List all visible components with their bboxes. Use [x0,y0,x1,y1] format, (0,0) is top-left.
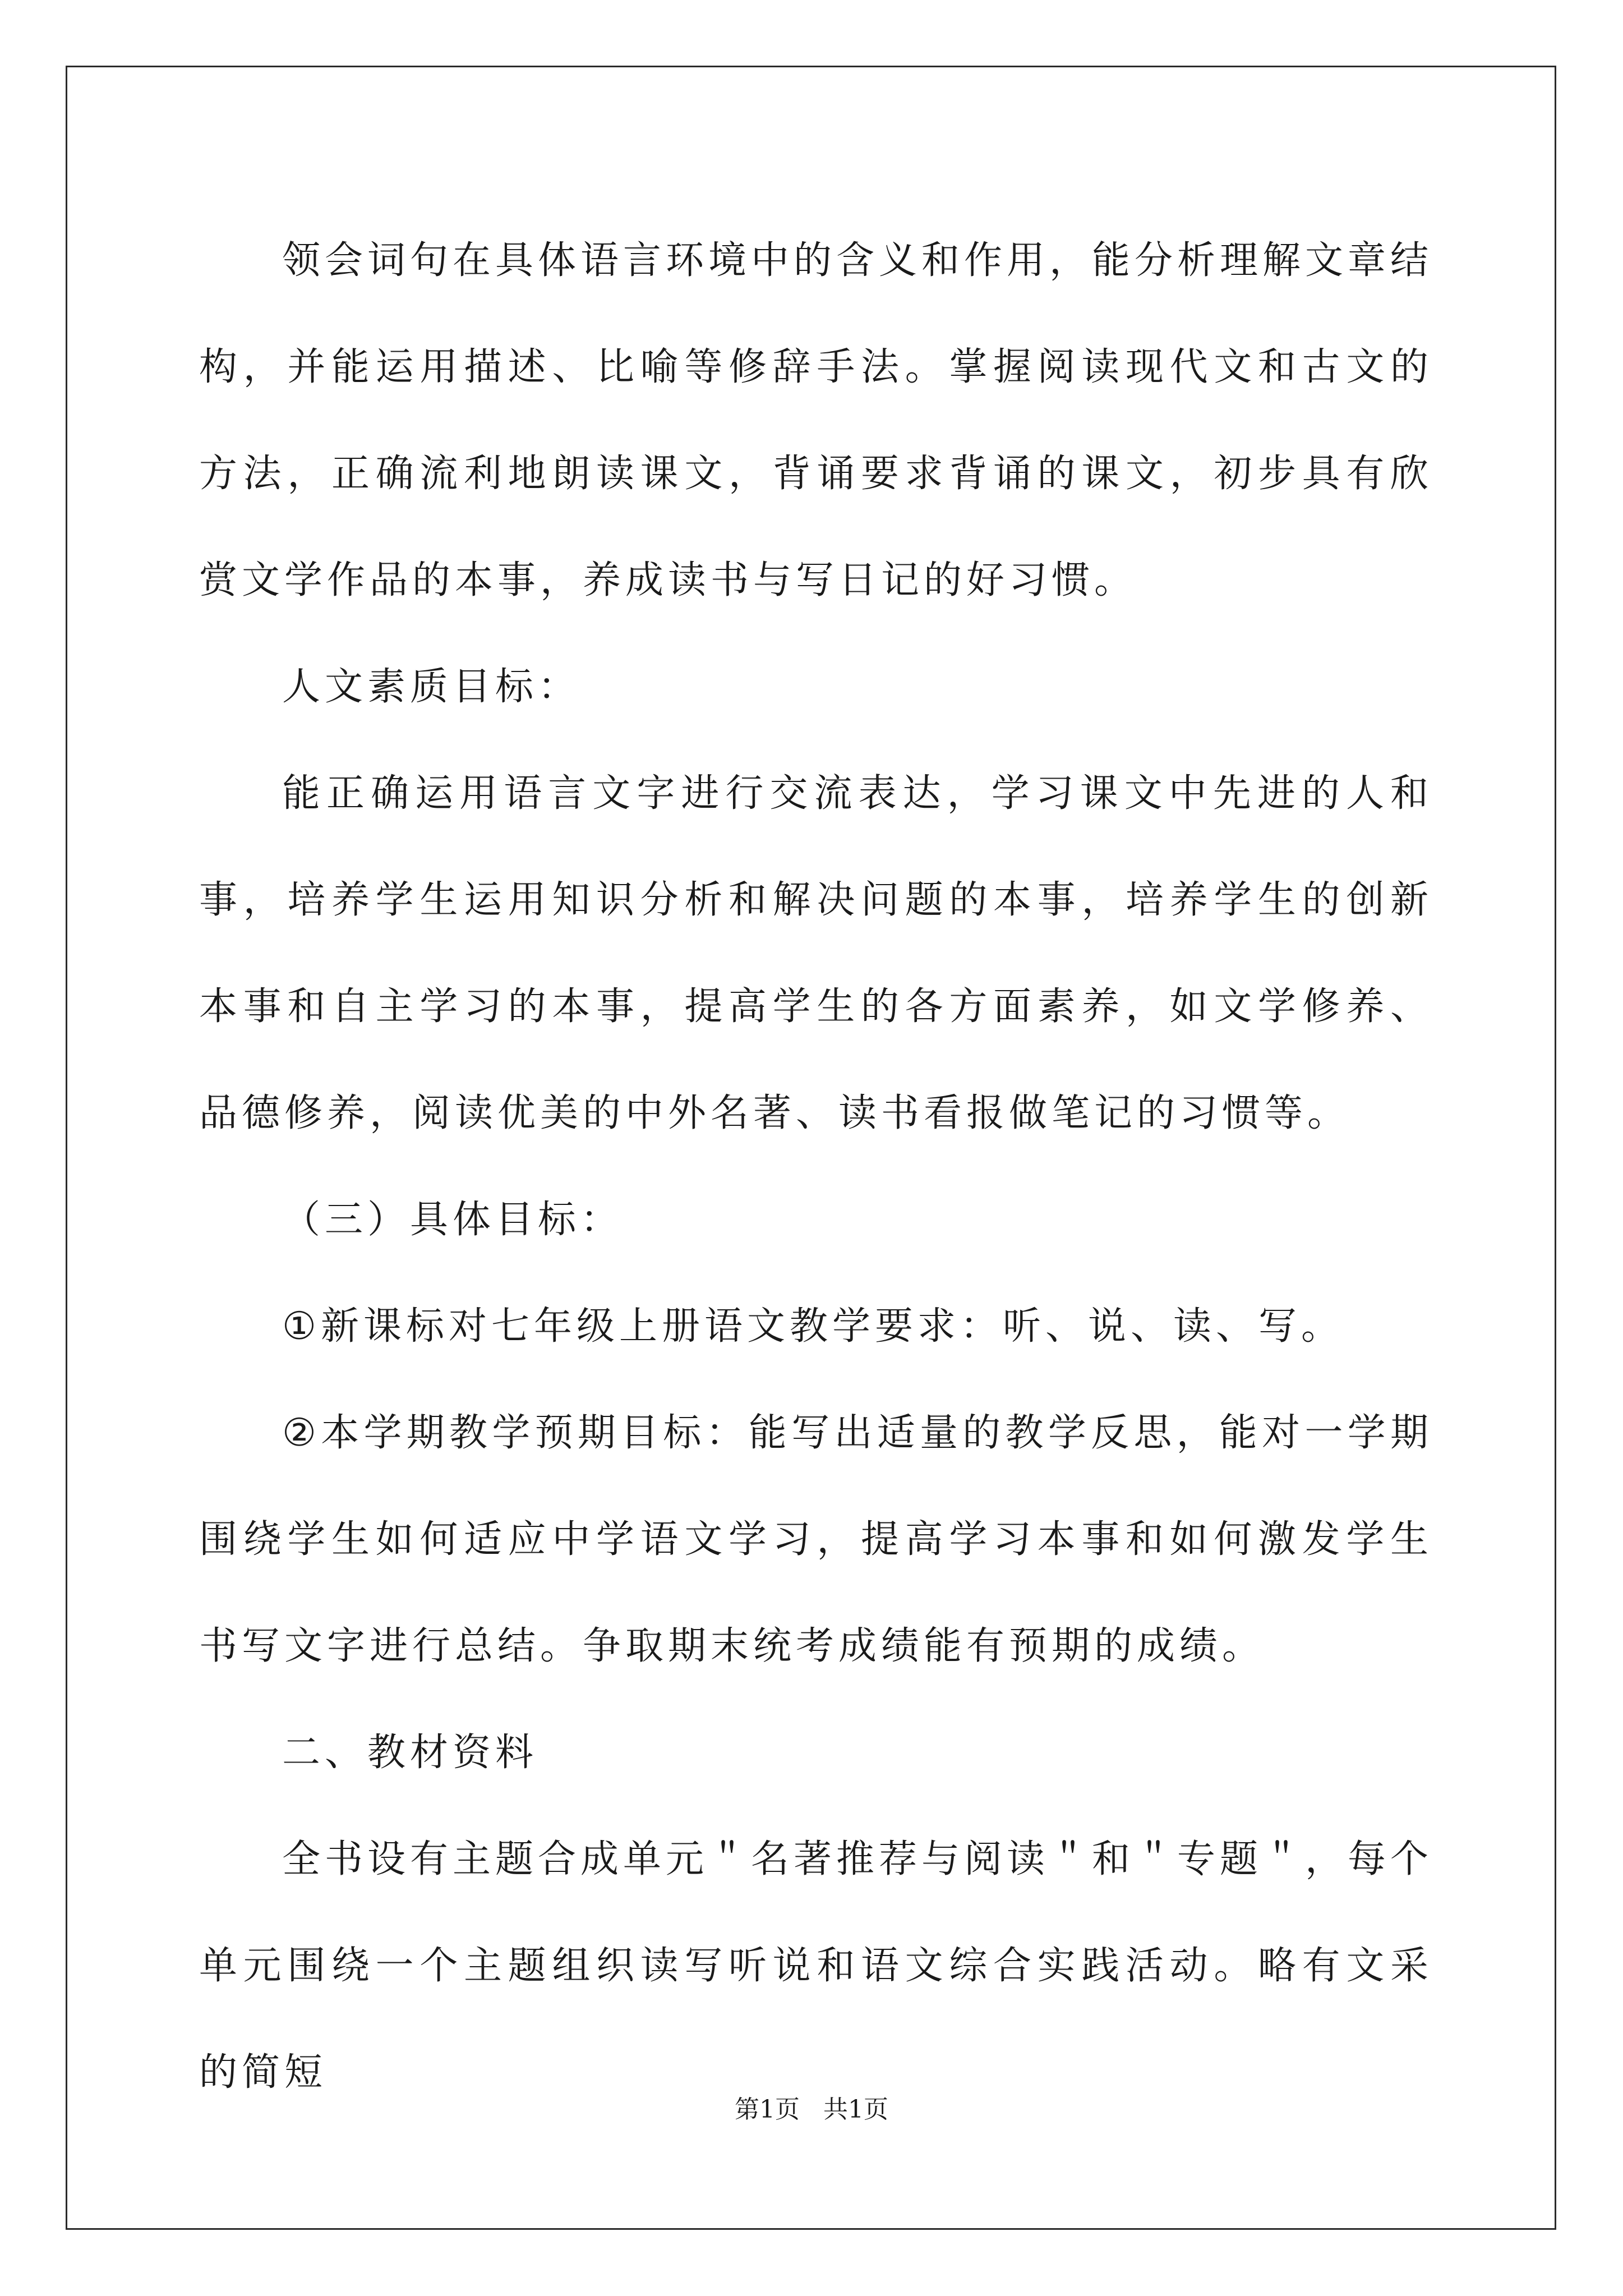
page-footer [0,2089,1623,2125]
paragraph-materials-heading: 二、教材资料 [282,1731,538,1775]
paragraph-specific-goals-heading: （三）具体目标： [282,1198,624,1242]
page-number: 第1页 [735,2095,800,2124]
document-body [199,208,1433,2126]
page-total: 共1页 [823,2095,888,2124]
paragraph-humanities-body: 能正确运用语言文字进行交流表达，学习课文中先进的人和事，培养学生运用知识分析和解决问题的本事，培养学生的创新本事和自主学习的本事，提高学生的各方面素养，如文学修养、品德修养，阅读优美的中外名著、读书看报做笔记的习惯等。 [199,771,1433,1135]
paragraph-materials-body: 全书设有主题合成单元＂名著推荐与阅读＂和＂专题＂，每个单元围绕一个主题组织读写听说和语文综合实践活动。略有文采的简短 [199,1837,1433,2095]
paragraph-goal-1: ①新课标对七年级上册语文教学要求：听、说、读、写。 [282,1304,1344,1349]
paragraph-objectives-continued: 领会词句在具体语言环境中的含义和作用，能分析理解文章结构，并能运用描述、比喻等修辞手法。掌握阅读现代文和古文的方法，正确流利地朗读课文，背诵要求背诵的课文，初步具有欣赏文学作品的本事，养成读书与写日记的好习惯。 [199,238,1433,602]
paragraph-goal-2: ②本学期教学预期目标：能写出适量的教学反思，能对一学期围绕学生如何适应中学语文学习，提高学习本事和如何激发学生书写文字进行总结。争取期末统考成绩能有预期的成绩。 [199,1411,1433,1668]
paragraph-humanities-heading: 人文素质目标： [282,665,581,709]
